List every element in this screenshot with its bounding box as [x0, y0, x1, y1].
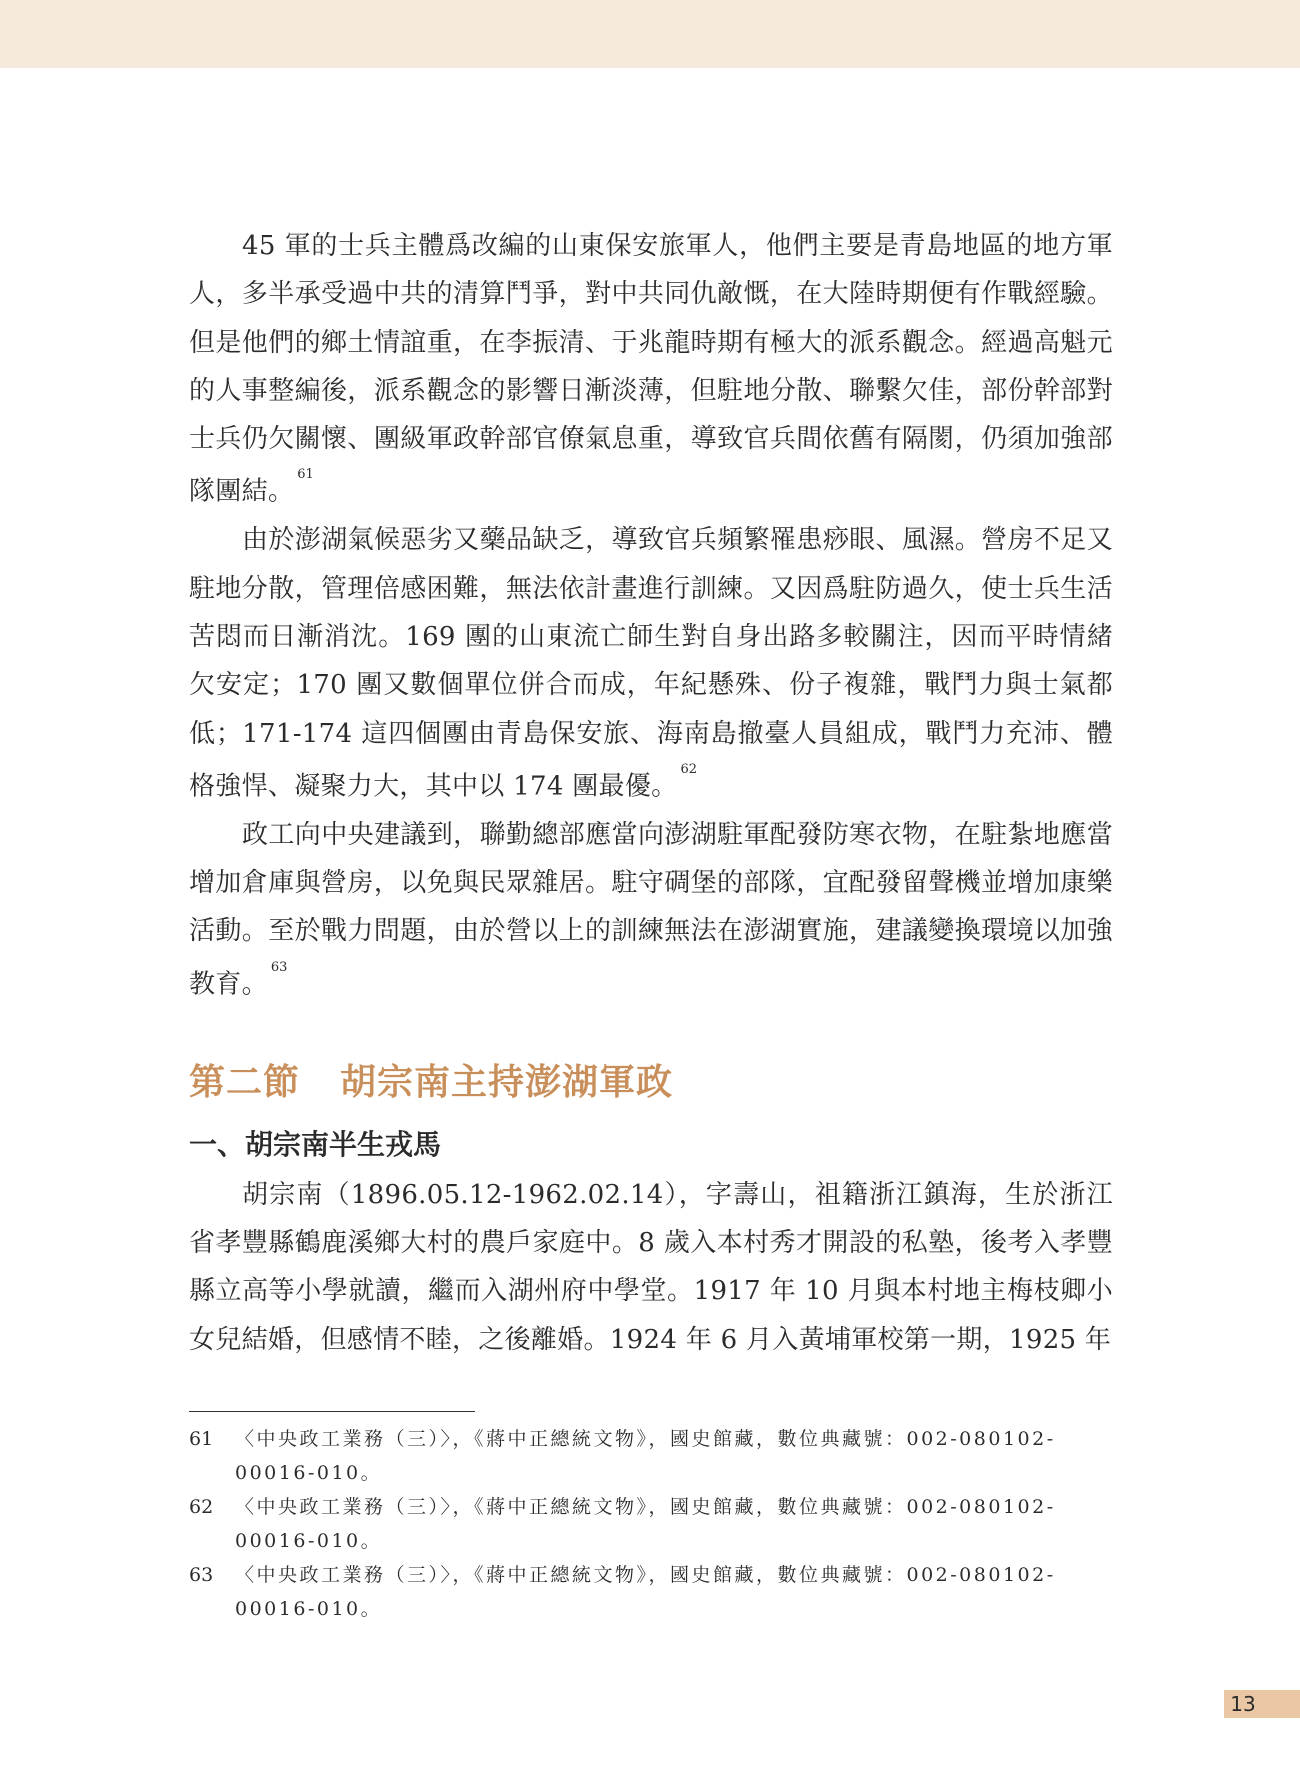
section-heading: [189, 1055, 1113, 1111]
footnote-item: [189, 1490, 1113, 1558]
footnote-item: [189, 1422, 1113, 1490]
footnote-item: [189, 1558, 1113, 1626]
body-paragraph: [189, 811, 1113, 1009]
body-paragraph: [189, 516, 1113, 810]
body-paragraph: [189, 1171, 1113, 1364]
main-content: [189, 222, 1113, 1364]
section-title: 胡宗南主持澎湖軍政: [340, 1061, 674, 1103]
footnote-ref[interactable]: 61: [297, 467, 314, 483]
paragraph-text: 政工向中央建議到，聯勤總部應當向澎湖駐軍配發防寒衣物，在駐紮地應當增加倉庫與營房，以免與民眾雜居。駐守碉堡的部隊，宜配發留聲機並增加康樂活動。至於戰力問題，由於營以上的訓練無法在澎湖實施，建議變換環境以加強教育。: [189, 819, 1113, 1000]
footnotes: [189, 1422, 1113, 1626]
paragraph-text: 胡宗南（1896.05.12-1962.02.14），字壽山，祖籍浙江鎮海，生於浙江省孝豐縣鶴鹿溪鄉大村的農戶家庭中。8 歲入本村秀才開設的私塾，後考入孝豐縣立高等小學就讀，繼而入湖州府中學堂。1917 年 10 月與本村地主梅枝卿小女兒結婚，但感情不睦，之後離婚。1924 年 6 月入黃埔軍校第一期，1925 年: [189, 1179, 1113, 1355]
paragraph-text: 由於澎湖氣候惡劣又藥品缺乏，導致官兵頻繁罹患痧眼、風濕。營房不足又駐地分散，管理倍感困難，無法依計畫進行訓練。又因爲駐防過久，使士兵生活苦悶而日漸消沈。169 團的山東流亡師生對自身出路多較關注，因而平時情緒欠安定；170 團又數個單位併合而成，年紀懸殊、份子複雜，戰鬥力與士氣都低；171-174 這四個團由青島保安旅、海南島撤臺人員組成，戰鬥力充沛、體格強悍、凝聚力大，其中以 174 團最優。: [189, 525, 1113, 802]
footnote-text: 〈中央政工業務（三）〉，《蔣中正總統文物》，國史館藏，數位典藏號：002-080102-00016-010。: [235, 1428, 1056, 1484]
footnote-text: 〈中央政工業務（三）〉，《蔣中正總統文物》，國史館藏，數位典藏號：002-080102-00016-010。: [235, 1496, 1056, 1552]
footnote-number: 63: [189, 1564, 214, 1586]
section-number: 第二節: [189, 1061, 301, 1103]
body-paragraph: [189, 222, 1113, 516]
page-number: 13: [1230, 1692, 1256, 1716]
footnote-number: 61: [189, 1428, 214, 1450]
footnote-text: 〈中央政工業務（三）〉，《蔣中正總統文物》，國史館藏，數位典藏號：002-080102-00016-010。: [235, 1564, 1056, 1620]
footnote-number: 62: [189, 1496, 214, 1518]
paragraph-text: 45 軍的士兵主體爲改編的山東保安旅軍人，他們主要是青島地區的地方軍人，多半承受過中共的清算鬥爭，對中共同仇敵慨，在大陸時期便有作戰經驗。但是他們的鄉土情誼重，在李振清、于兆龍時期有極大的派系觀念。經過高魁元的人事整編後，派系觀念的影響日漸淡薄，但駐地分散、聯繫欠佳，部份幹部對士兵仍欠關懷、團級軍政幹部官僚氣息重，導致官兵間依舊有隔閡，仍須加強部隊團結。: [189, 231, 1113, 508]
footnote-ref[interactable]: 63: [270, 959, 288, 975]
subsection-heading: 一、胡宗南半生戎馬: [189, 1127, 442, 1161]
top-decorative-band: [0, 0, 1300, 68]
footnote-ref[interactable]: 62: [680, 761, 698, 777]
footnote-divider: [189, 1411, 475, 1412]
